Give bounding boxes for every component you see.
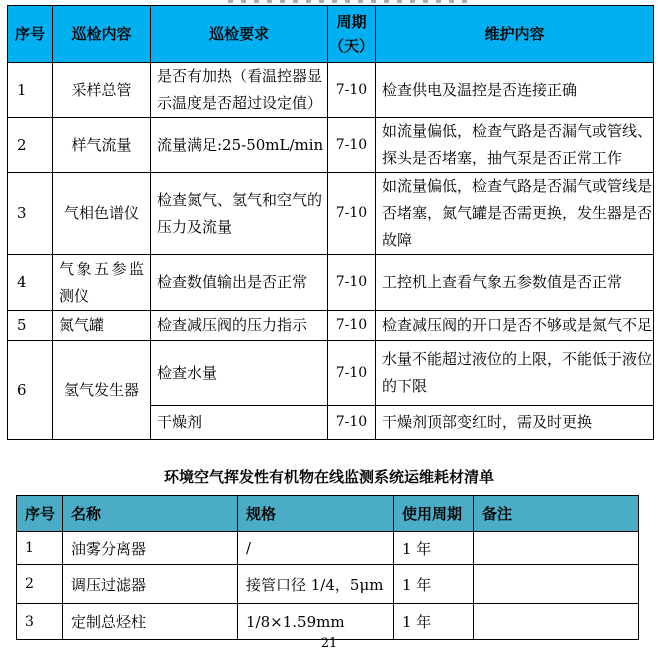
cell-requirement: 是否有加热（看温控器显示温度是否超过设定值） bbox=[151, 63, 328, 118]
cell-no: 3 bbox=[8, 173, 53, 255]
cell-no: 1 bbox=[17, 532, 63, 565]
page-number: 21 bbox=[320, 636, 338, 651]
cell-requirement: 流量满足:25-50mL/min bbox=[151, 118, 328, 173]
cell-spec: 接管口径 1/4，5μm bbox=[238, 565, 394, 604]
cell-usage-period: 1 年 bbox=[394, 604, 474, 640]
cell-no: 1 bbox=[8, 63, 53, 118]
cell-usage-period: 1 年 bbox=[394, 565, 474, 604]
table-row bbox=[8, 255, 654, 311]
header-spec: 规格 bbox=[238, 496, 394, 532]
cell-maintenance: 检查供电及温控是否连接正确 bbox=[376, 63, 654, 118]
cell-content: 氮气罐 bbox=[53, 311, 151, 341]
cell-usage-period: 1 年 bbox=[394, 532, 474, 565]
clipped-title-fragment bbox=[228, 0, 472, 3]
cell-spec: / bbox=[238, 532, 394, 565]
cell-period: 7-10 bbox=[328, 118, 376, 173]
header-period-line1: 周期 bbox=[336, 13, 367, 31]
table-row bbox=[17, 532, 639, 565]
cell-maintenance: 如流量偏低，检查气路是否漏气或管线是否堵塞，氮气罐是否需更换，发生器是否故障 bbox=[376, 173, 654, 255]
cell-remark bbox=[474, 604, 639, 640]
table-row bbox=[8, 173, 654, 255]
cell-no: 2 bbox=[17, 565, 63, 604]
cell-spec: 1/8×1.59mm bbox=[238, 604, 394, 640]
consumables-table bbox=[16, 495, 639, 640]
header-period bbox=[328, 6, 376, 63]
cell-maintenance: 如流量偏低，检查气路是否漏气或管线、探头是否堵塞，抽气泵是否正常工作 bbox=[376, 118, 654, 173]
header-requirement: 巡检要求 bbox=[151, 6, 328, 63]
cell-requirement: 检查减压阀的压力指示 bbox=[151, 311, 328, 341]
cell-period: 7-10 bbox=[328, 341, 376, 406]
cell-period: 7-10 bbox=[328, 63, 376, 118]
header-no: 序号 bbox=[8, 6, 53, 63]
cell-no: 3 bbox=[17, 604, 63, 640]
cell-maintenance: 检查减压阀的开口是否不够或是氮气不足 bbox=[376, 311, 654, 341]
cell-name: 定制总烃柱 bbox=[63, 604, 238, 640]
cell-requirement: 检查水量 bbox=[151, 341, 328, 406]
table-header-row bbox=[17, 496, 639, 532]
cell-period: 7-10 bbox=[328, 255, 376, 311]
cell-requirement: 干燥剂 bbox=[151, 406, 328, 440]
cell-maintenance: 工控机上查看气象五参数值是否正常 bbox=[376, 255, 654, 311]
cell-remark bbox=[474, 565, 639, 604]
cell-no: 2 bbox=[8, 118, 53, 173]
table-row bbox=[17, 565, 639, 604]
table-row bbox=[8, 118, 654, 173]
cell-no: 6 bbox=[8, 341, 53, 440]
header-no: 序号 bbox=[17, 496, 63, 532]
header-remark: 备注 bbox=[474, 496, 639, 532]
cell-content: 样气流量 bbox=[53, 118, 151, 173]
header-usage-period: 使用周期 bbox=[394, 496, 474, 532]
cell-content: 气象五参监测仪 bbox=[53, 255, 151, 311]
cell-name: 油雾分离器 bbox=[63, 532, 238, 565]
table-row bbox=[17, 604, 639, 640]
cell-no: 5 bbox=[8, 311, 53, 341]
cell-content: 气相色谱仪 bbox=[53, 173, 151, 255]
cell-requirement: 检查氮气、氢气和空气的压力及流量 bbox=[151, 173, 328, 255]
table-row bbox=[8, 341, 654, 406]
cell-maintenance: 干燥剂顶部变红时，需及时更换 bbox=[376, 406, 654, 440]
header-name: 名称 bbox=[63, 496, 238, 532]
cell-period: 7-10 bbox=[328, 173, 376, 255]
cell-requirement: 检查数值输出是否正常 bbox=[151, 255, 328, 311]
cell-maintenance: 水量不能超过液位的上限，不能低于液位的下限 bbox=[376, 341, 654, 406]
table-header-row bbox=[8, 6, 654, 63]
cell-no: 4 bbox=[8, 255, 53, 311]
cell-remark bbox=[474, 532, 639, 565]
cell-period: 7-10 bbox=[328, 311, 376, 341]
header-maintenance: 维护内容 bbox=[376, 6, 654, 63]
cell-name: 调压过滤器 bbox=[63, 565, 238, 604]
header-period-line2: （天） bbox=[329, 37, 375, 55]
consumables-table-title: 环境空气挥发性有机物在线监测系统运维耗材清单 bbox=[163, 468, 494, 486]
table-row bbox=[8, 311, 654, 341]
cell-content: 氢气发生器 bbox=[53, 341, 151, 440]
table-row bbox=[8, 63, 654, 118]
header-content: 巡检内容 bbox=[53, 6, 151, 63]
cell-content: 采样总管 bbox=[53, 63, 151, 118]
inspection-maintenance-table bbox=[7, 5, 654, 440]
cell-period: 7-10 bbox=[328, 406, 376, 440]
